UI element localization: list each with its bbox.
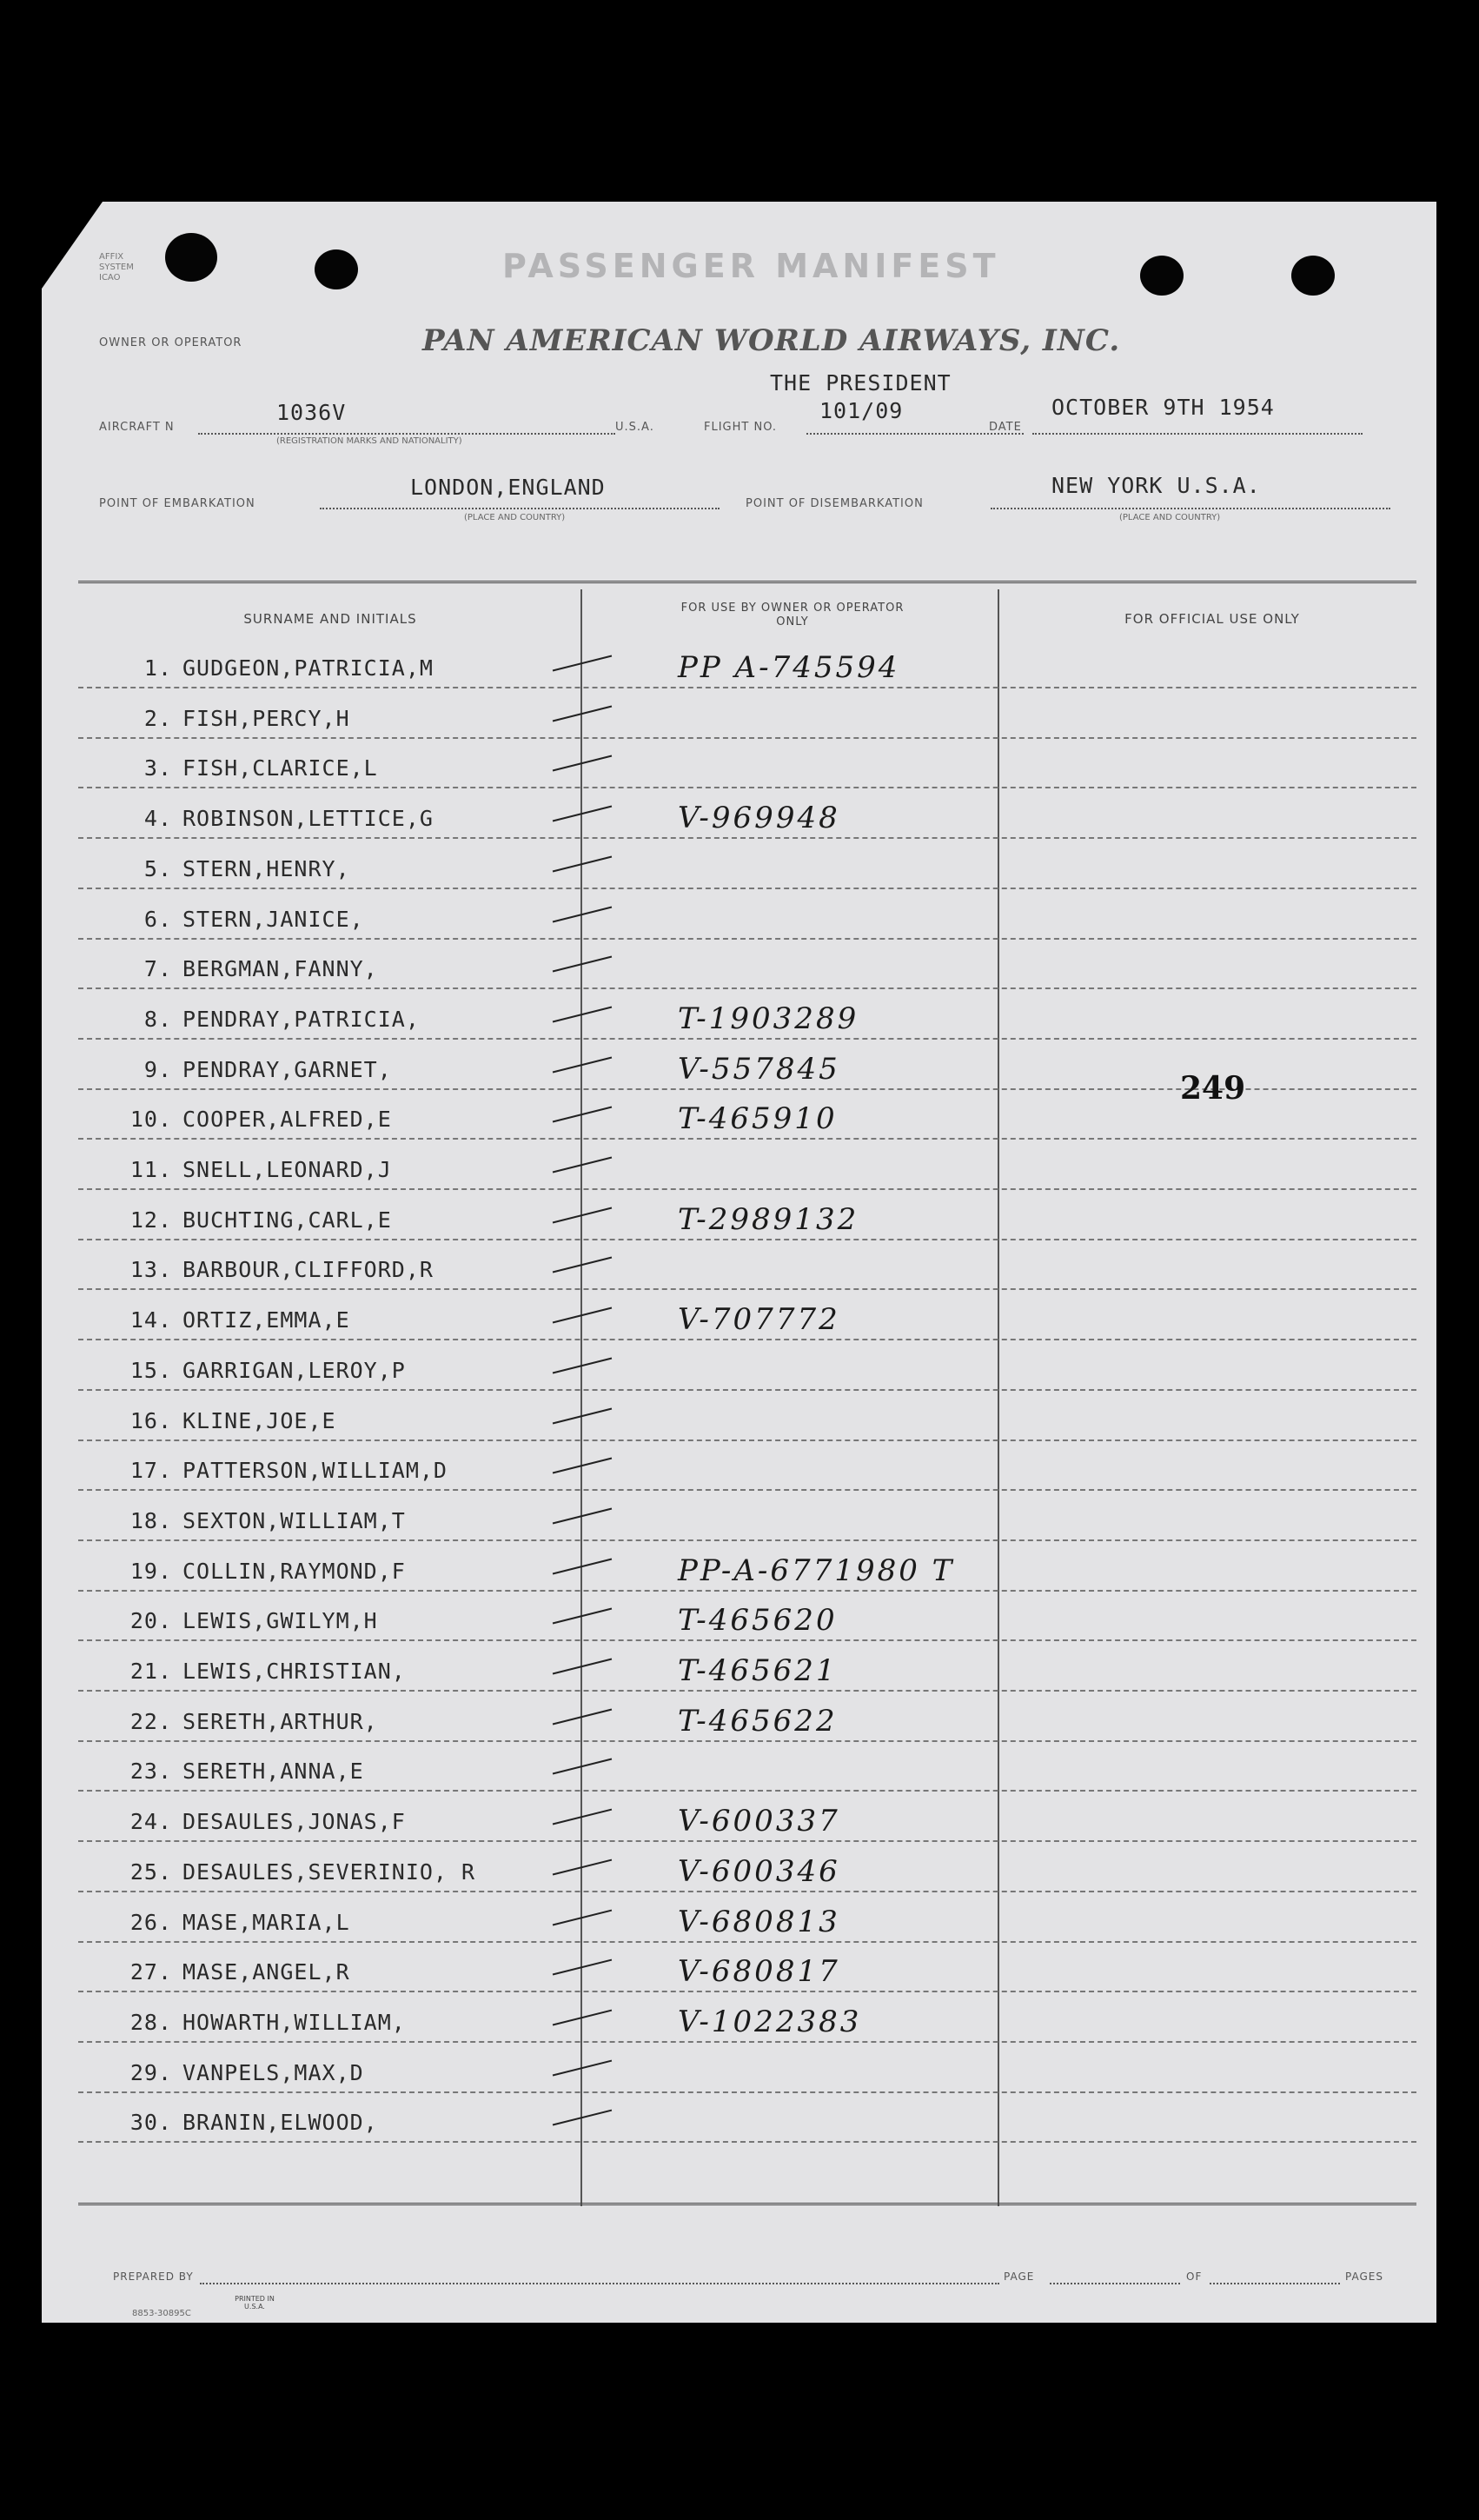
- passenger-name: COLLIN,RAYMOND,F: [182, 1559, 406, 1584]
- check-mark: [553, 1809, 612, 1825]
- row-rule: [78, 987, 1416, 989]
- date-label: DATE: [989, 421, 1022, 434]
- row-rule: [78, 1840, 1416, 1842]
- disembark-place: NEW YORK U.S.A.: [1051, 473, 1261, 498]
- row-number: 15.: [129, 1358, 172, 1383]
- row-number: 20.: [129, 1608, 172, 1633]
- of-label: OF: [1186, 2271, 1203, 2283]
- page-title: PASSENGER MANIFEST: [502, 247, 1000, 285]
- row-number: 18.: [129, 1508, 172, 1533]
- row-number: 28.: [129, 2010, 172, 2035]
- passenger-name: SERETH,ANNA,E: [182, 1759, 364, 1784]
- passenger-name: BARBOUR,CLIFFORD,R: [182, 1257, 434, 1282]
- passenger-row: [78, 694, 1416, 744]
- passenger-row: [78, 1797, 1416, 1847]
- passenger-row: [78, 1245, 1416, 1295]
- passenger-row: [78, 1446, 1416, 1496]
- place-caption-embark: (PLACE AND COUNTRY): [464, 513, 566, 522]
- check-mark: [553, 856, 612, 873]
- row-rule: [78, 2141, 1416, 2143]
- row-number: 12.: [129, 1207, 172, 1233]
- document-number: V-600337: [678, 1804, 840, 1838]
- passenger-row: [78, 1947, 1416, 1998]
- row-rule: [78, 1790, 1416, 1792]
- passenger-row: [78, 1746, 1416, 1797]
- document-number: PP A-745594: [678, 650, 900, 685]
- passenger-name: STERN,HENRY,: [182, 856, 350, 881]
- row-rule: [78, 1590, 1416, 1592]
- passenger-row: [78, 643, 1416, 694]
- punch-hole: [1291, 256, 1335, 296]
- row-rule: [78, 1188, 1416, 1190]
- check-mark: [553, 1157, 612, 1174]
- passenger-name: STERN,JANICE,: [182, 907, 364, 932]
- check-mark: [553, 1358, 612, 1374]
- row-number: 9.: [143, 1057, 172, 1082]
- passenger-row: [78, 1145, 1416, 1195]
- country-label: U.S.A.: [615, 421, 654, 434]
- check-mark: [553, 1007, 612, 1023]
- column-header-official: FOR OFFICIAL USE ONLY: [1124, 611, 1300, 627]
- row-number: 13.: [129, 1257, 172, 1282]
- row-number: 10.: [129, 1107, 172, 1132]
- row-number: 4.: [143, 806, 172, 831]
- row-number: 23.: [129, 1759, 172, 1784]
- punch-hole: [165, 233, 217, 282]
- table-bottom-rule: [78, 2203, 1416, 2205]
- passenger-name: MASE,ANGEL,R: [182, 1959, 350, 1985]
- check-mark: [553, 755, 612, 772]
- page-label: PAGE: [1004, 2271, 1035, 2283]
- row-number: 2.: [143, 706, 172, 731]
- column-header-owner: FOR USE BY OWNER OR OPERATOR ONLY: [680, 602, 905, 628]
- row-rule: [78, 1138, 1416, 1140]
- document-number: V-557845: [678, 1052, 840, 1087]
- row-rule: [78, 837, 1416, 839]
- document-number: V-1022383: [678, 2005, 862, 2039]
- passenger-row: [78, 994, 1416, 1045]
- punch-hole: [1140, 256, 1184, 296]
- aircraft-label: AIRCRAFT N: [99, 421, 175, 434]
- row-rule: [78, 1639, 1416, 1641]
- row-rule: [78, 1740, 1416, 1742]
- passenger-name: ORTIZ,EMMA,E: [182, 1307, 350, 1333]
- passenger-row: [78, 1998, 1416, 2048]
- row-rule: [78, 1339, 1416, 1340]
- passenger-name: COOPER,ALFRED,E: [182, 1107, 392, 1132]
- document-number: V-707772: [678, 1302, 840, 1337]
- check-mark: [553, 1859, 612, 1876]
- official-stamp-number: 249: [1180, 1070, 1246, 1107]
- passenger-name: SNELL,LEONARD,J: [182, 1157, 392, 1182]
- pages-label: PAGES: [1345, 2271, 1383, 2283]
- row-number: 22.: [129, 1709, 172, 1734]
- passenger-row: [78, 1346, 1416, 1396]
- place-caption-disembark: (PLACE AND COUNTRY): [1119, 513, 1221, 522]
- passenger-name: LEWIS,CHRISTIAN,: [182, 1659, 406, 1684]
- check-mark: [553, 907, 612, 923]
- row-number: 14.: [129, 1307, 172, 1333]
- check-mark: [553, 1257, 612, 1273]
- check-mark: [553, 1458, 612, 1474]
- check-mark: [553, 806, 612, 822]
- passenger-row: [78, 844, 1416, 894]
- check-mark: [553, 1608, 612, 1625]
- corner-note: AFFIX SYSTEM ICAO: [99, 252, 134, 283]
- row-number: 3.: [143, 755, 172, 781]
- passenger-name: PENDRAY,PATRICIA,: [182, 1007, 420, 1032]
- check-mark: [553, 956, 612, 973]
- row-number: 25.: [129, 1859, 172, 1885]
- row-number: 16.: [129, 1408, 172, 1433]
- passenger-name: KLINE,JOE,E: [182, 1408, 336, 1433]
- row-number: 7.: [143, 956, 172, 981]
- flight-date: OCTOBER 9TH 1954: [1051, 395, 1275, 420]
- row-rule: [78, 1288, 1416, 1290]
- check-mark: [553, 1508, 612, 1525]
- passenger-name: FISH,PERCY,H: [182, 706, 350, 731]
- row-number: 6.: [143, 907, 172, 932]
- passenger-row: [78, 1546, 1416, 1597]
- document-number: V-969948: [678, 801, 840, 835]
- passenger-name: PENDRAY,GARNET,: [182, 1057, 392, 1082]
- document-number: V-600346: [678, 1854, 840, 1889]
- check-mark: [553, 1057, 612, 1074]
- passenger-row: [78, 2048, 1416, 2098]
- row-number: 27.: [129, 1959, 172, 1985]
- row-rule: [78, 737, 1416, 739]
- document-number: T-465910: [678, 1101, 838, 1136]
- flight-label: FLIGHT NO.: [704, 421, 778, 434]
- flight-name: THE PRESIDENT: [770, 370, 952, 396]
- row-number: 5.: [143, 856, 172, 881]
- passenger-name: SERETH,ARTHUR,: [182, 1709, 378, 1734]
- passenger-name: HOWARTH,WILLIAM,: [182, 2010, 406, 2035]
- row-rule: [78, 1038, 1416, 1040]
- operator-name: PAN AMERICAN WORLD AIRWAYS, INC.: [422, 323, 1121, 358]
- row-rule: [78, 938, 1416, 940]
- passenger-name: ROBINSON,LETTICE,G: [182, 806, 434, 831]
- row-rule: [78, 1489, 1416, 1491]
- check-mark: [553, 706, 612, 722]
- row-number: 21.: [129, 1659, 172, 1684]
- passenger-name: PATTERSON,WILLIAM,D: [182, 1458, 448, 1483]
- flight-number: 101/09: [819, 398, 904, 423]
- passenger-row: [78, 1847, 1416, 1898]
- embark-place: LONDON,ENGLAND: [410, 475, 606, 500]
- passenger-name: GARRIGAN,LEROY,P: [182, 1358, 406, 1383]
- check-mark: [553, 1408, 612, 1425]
- passenger-row: [78, 1195, 1416, 1246]
- row-rule: [78, 1991, 1416, 1992]
- printer-seal: PRINTED IN U.S.A.: [235, 2295, 275, 2311]
- row-number: 26.: [129, 1910, 172, 1935]
- passenger-row: [78, 1646, 1416, 1697]
- check-mark: [553, 1207, 612, 1224]
- check-mark: [553, 1959, 612, 1976]
- row-rule: [78, 1891, 1416, 1892]
- row-number: 19.: [129, 1559, 172, 1584]
- passenger-row: [78, 944, 1416, 994]
- row-rule: [78, 687, 1416, 688]
- check-mark: [553, 1107, 612, 1123]
- passenger-name: LEWIS,GWILYM,H: [182, 1608, 378, 1633]
- document-number: V-680817: [678, 1954, 840, 1989]
- embark-label: POINT OF EMBARKATION: [99, 497, 255, 510]
- passenger-name: VANPELS,MAX,D: [182, 2060, 364, 2085]
- passenger-row: [78, 1396, 1416, 1446]
- table-top-rule: [78, 581, 1416, 583]
- row-number: 17.: [129, 1458, 172, 1483]
- document-number: PP-A-6771980 T: [678, 1553, 955, 1588]
- check-mark: [553, 2110, 612, 2126]
- passenger-name: FISH,CLARICE,L: [182, 755, 378, 781]
- punch-hole: [315, 249, 358, 289]
- passenger-row: [78, 743, 1416, 794]
- column-header-surname: SURNAME AND INITIALS: [243, 611, 417, 627]
- check-mark: [553, 655, 612, 672]
- torn-corner: [42, 202, 103, 289]
- check-mark: [553, 1910, 612, 1926]
- passenger-name: BUCHTING,CARL,E: [182, 1207, 392, 1233]
- prepared-by-label: PREPARED BY: [113, 2271, 194, 2283]
- row-rule: [78, 1539, 1416, 1541]
- passenger-row: [78, 1295, 1416, 1346]
- aircraft-number: 1036V: [276, 400, 347, 425]
- row-number: 29.: [129, 2060, 172, 2085]
- check-mark: [553, 1559, 612, 1575]
- document-number: T-465620: [678, 1603, 838, 1638]
- row-rule: [78, 2091, 1416, 2093]
- passenger-row: [78, 2098, 1416, 2148]
- passenger-name: DESAULES,JONAS,F: [182, 1809, 406, 1834]
- document-number: T-465621: [678, 1653, 838, 1688]
- passenger-row: [78, 894, 1416, 945]
- document-number: T-465622: [678, 1704, 838, 1739]
- owner-label: OWNER OR OPERATOR: [99, 336, 242, 349]
- document-number: T-2989132: [678, 1202, 859, 1237]
- passenger-name: SEXTON,WILLIAM,T: [182, 1508, 406, 1533]
- row-rule: [78, 1389, 1416, 1391]
- check-mark: [553, 1659, 612, 1675]
- passenger-row: [78, 794, 1416, 844]
- passenger-row: [78, 1697, 1416, 1747]
- check-mark: [553, 2060, 612, 2077]
- row-rule: [78, 888, 1416, 889]
- passenger-row: [78, 1496, 1416, 1546]
- document-number: V-680813: [678, 1905, 840, 1939]
- check-mark: [553, 2010, 612, 2026]
- check-mark: [553, 1307, 612, 1324]
- passenger-name: MASE,MARIA,L: [182, 1910, 350, 1935]
- form-number: 8853-30895C: [132, 2309, 191, 2318]
- row-rule: [78, 1440, 1416, 1441]
- passenger-row: [78, 1596, 1416, 1646]
- row-rule: [78, 787, 1416, 788]
- disembark-label: POINT OF DISEMBARKATION: [746, 497, 924, 510]
- row-number: 11.: [129, 1157, 172, 1182]
- row-rule: [78, 1239, 1416, 1240]
- check-mark: [553, 1709, 612, 1725]
- row-number: 30.: [129, 2110, 172, 2135]
- check-mark: [553, 1759, 612, 1775]
- passenger-name: DESAULES,SEVERINIO, R: [182, 1859, 476, 1885]
- passenger-row: [78, 1898, 1416, 1948]
- passenger-name: GUDGEON,PATRICIA,M: [182, 655, 434, 681]
- row-rule: [78, 1941, 1416, 1943]
- registration-caption: (REGISTRATION MARKS AND NATIONALITY): [276, 436, 462, 446]
- passenger-name: BERGMAN,FANNY,: [182, 956, 378, 981]
- row-rule: [78, 1690, 1416, 1692]
- row-rule: [78, 2041, 1416, 2043]
- row-number: 1.: [143, 655, 172, 681]
- document-number: T-1903289: [678, 1001, 859, 1036]
- row-number: 24.: [129, 1809, 172, 1834]
- passenger-name: BRANIN,ELWOOD,: [182, 2110, 378, 2135]
- row-number: 8.: [143, 1007, 172, 1032]
